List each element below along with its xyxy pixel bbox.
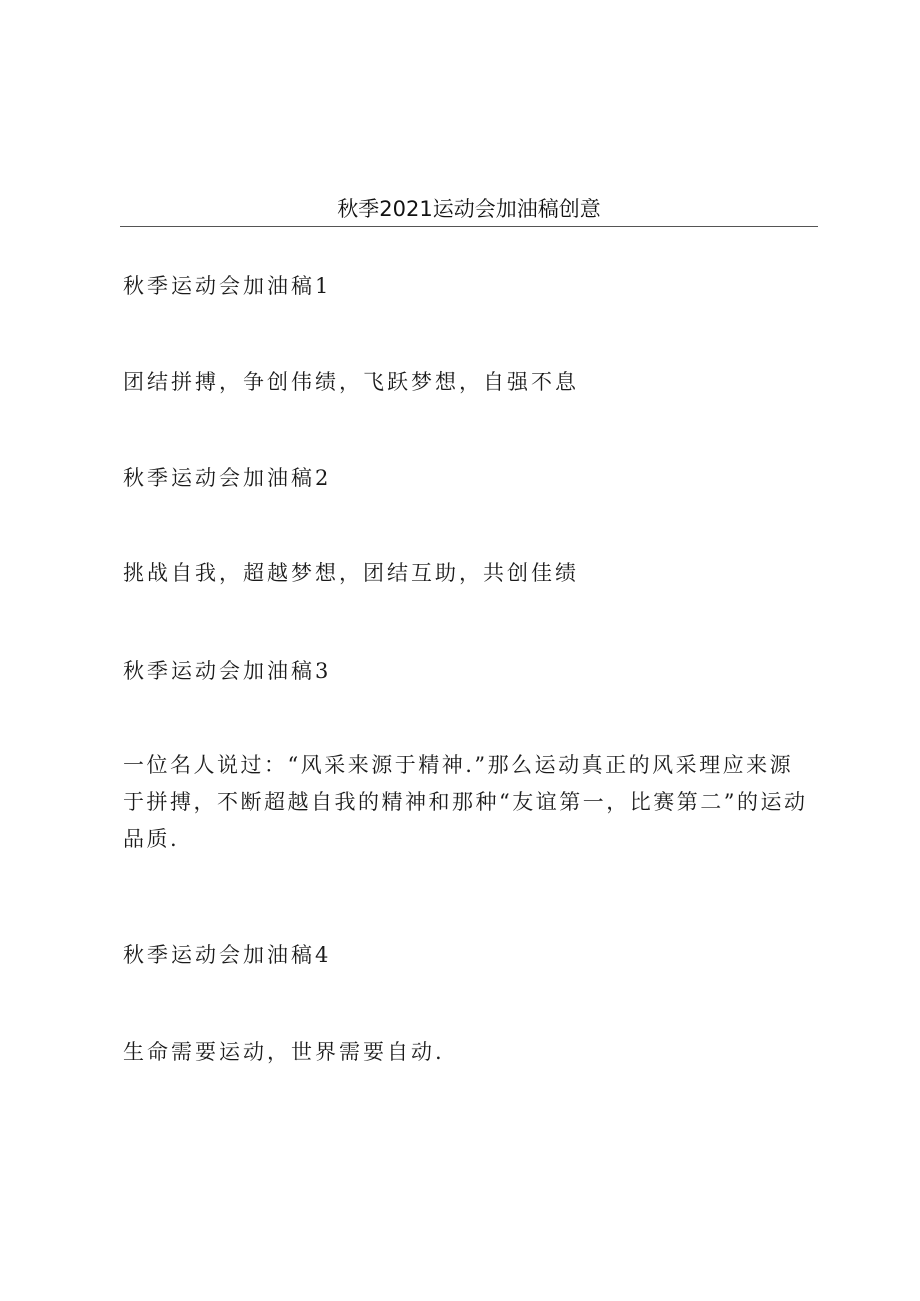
section-heading-2: 秋季运动会加油稿2 xyxy=(123,466,332,490)
section-body-2: 挑战自我，超越梦想，团结互助，共创佳绩 xyxy=(123,561,579,585)
document-title: 秋季2021运动会加油稿创意 xyxy=(337,197,601,221)
section-body-3: 一位名人说过：“风采来源于精神.”那么运动真正的风采理应来源于拼搏，不断超越自我的精神和那种“友谊第一，比赛第二”的运动品质. xyxy=(123,753,808,851)
section-body-1: 团结拼搏，争创伟绩，飞跃梦想，自强不息 xyxy=(123,370,579,394)
section-heading-4: 秋季运动会加油稿4 xyxy=(123,943,332,967)
section-body-4: 生命需要运动，世界需要自动. xyxy=(123,1040,445,1064)
section-heading-3: 秋季运动会加油稿3 xyxy=(123,659,332,683)
title-divider xyxy=(120,226,818,227)
section-heading-1: 秋季运动会加油稿1 xyxy=(123,274,332,298)
